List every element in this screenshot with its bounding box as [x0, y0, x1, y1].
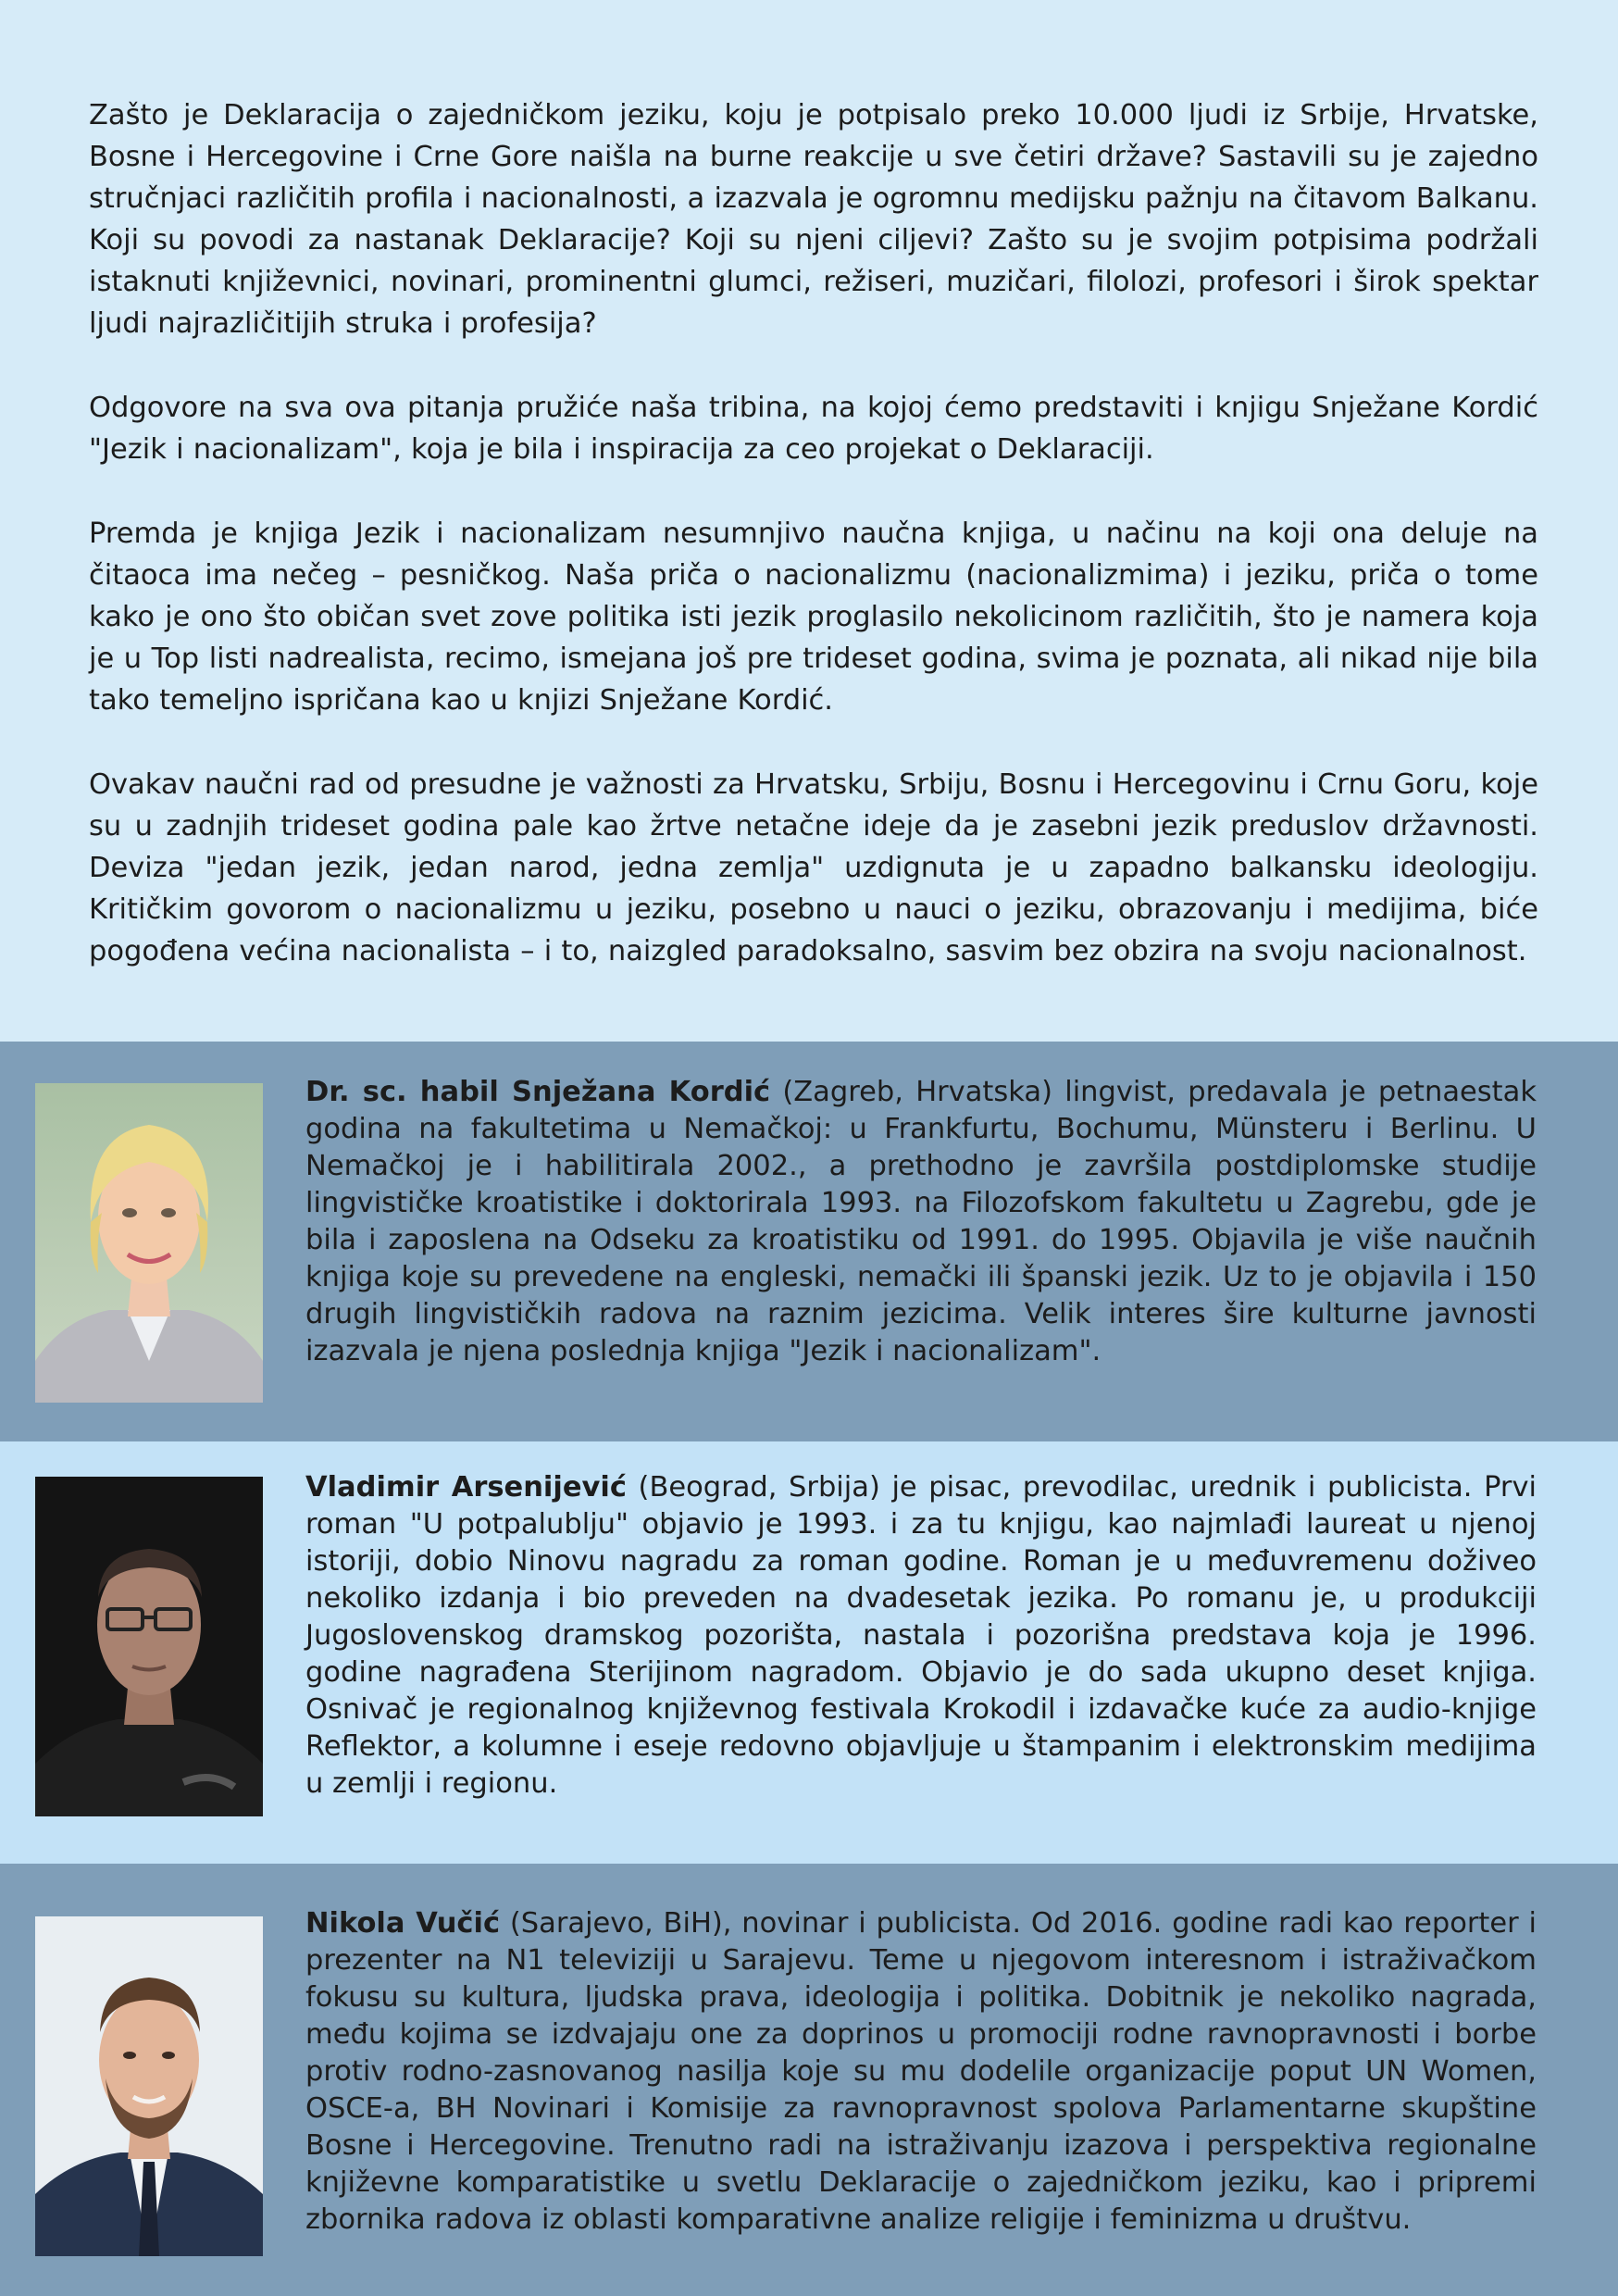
bio-description: (Sarajevo, BiH), novinar i publicista. Od 2016. godine radi kao reporter i prezenter na N1 televiziji u Sarajevu. Teme u njegovom interesnom i istraživačkom fokusu su kultura, ljudska prava, ideologija i politika. Dobitnik je nekoliko nagrada, među kojima se izdvajaju one za doprinos u promociji rodne ravnopravnosti i borbe protiv rodno-zasnovanog nasilja koje su mu dodelile organizacije poput UN Women, OSCE-a, BH Novinari i Komisije za ravnopravnost spolova Parlamentarne skupštine Bosne i Hercegovine. Trenutno radi na istraživanju izazova i perspektiva regionalne književne komparatistike u svetlu Deklaracije o zajedničkom jeziku, kao i pripremi zbornika radova iz oblasti komparativne analize religije i feminizma u društvu. — [305, 1907, 1537, 2236]
intro-paragraph: Ovakav naučni rad od presudne je važnosti za Hrvatsku, Srbiju, Bosnu i Hercegovinu i Crnu Goru, koje su u zadnjih trideset godina pale kao žrtve netačne ideje da je zasebni jezik preduslov državnosti. Deviza "jedan jezik, jedan narod, jedna zemlja" uzdignuta je u zapadno balkansku ideologiju. Kritičkim govorom o nacionalizmu u jeziku, posebno u nauci o jeziku, obrazovanju i medijima, biće pogođena većina nacionalista – i to, naizgled paradoksalno, sasvim bez obzira na svoju nacionalnost. — [89, 768, 1538, 967]
portrait-photo — [35, 1477, 263, 1816]
intro-paragraph: Odgovore na sva ova pitanja pružiće naša tribina, na kojoj ćemo predstaviti i knjigu Snježane Kordić "Jezik i nacionalizam", koja je bila i inspiracija za ceo projekat o Deklaraciji. — [89, 392, 1538, 466]
intro-paragraph: Zašto je Deklaracija o zajedničkom jeziku, koju je potpisalo preko 10.000 ljudi iz Srbije, Hrvatske, Bosne i Hercegovine i Crne Gore naišla na burne reakcije u sve četiri države? Sastavili su je zajedno stručnjaci različitih profila i nacionalnosti, a izazvala je ogromnu medijsku pažnju na čitavom Balkanu. Koji su povodi za nastanak Deklaracije? Koji su njeni ciljevi? Zašto su je svojim potpisima podržali istaknuti književnici, novinari, prominentni glumci, režiseri, muzičari, filolozi, profesori i širok spektar ljudi najrazličitijih struka i profesija? — [89, 99, 1538, 340]
portrait-photo — [35, 1916, 263, 2256]
bio-section-vucic — [0, 1864, 1618, 2296]
bio-text — [305, 1469, 1537, 1803]
bio-name: Vladimir Arsenijević — [305, 1471, 627, 1504]
intro-paragraph: Premda je knjiga Jezik i nacionalizam nesumnjivo naučna knjiga, u načinu na koji ona deluje na čitaoca ima nečeg – pesničkog. Naša priča o nacionalizmu (nacionalizmima) i jeziku, priča o tome kako je ono što običan svet zove politika isti jezik proglasilo nekolicinom različitih, što je namera koja je u Top listi nadrealista, recimo, ismejana još pre trideset godina, svima je poznata, ali nikad nije bila tako temeljno ispričana kao u knjizi Snježane Kordić. — [89, 518, 1538, 717]
bio-name: Nikola Vučić — [305, 1907, 501, 1940]
bio-description: (Zagreb, Hrvatska) lingvist, predavala je petnaestak godina na fakultetima u Nemačkoj: u Frankfurtu, Bochumu, Münsteru i Berlinu. U Nemačkoj je i habilitirala 2002., a prethodno je završila postdiplomske studije lingvističke kroatistike i doktorirala 1993. na Filozofskom fakultetu u Zagrebu, gde je bila i zaposlena na Odseku za kroatistiku od 1991. do 1995. Objavila je više naučnih knjiga koje su prevedene na engleski, nemački ili španski jezik. Uz to je objavila i 150 drugih lingvističkih radova na raznim jezicima. Velik interes šire kulturne javnosti izazvala je njena poslednja knjiga "Jezik i nacionalizam". — [305, 1076, 1537, 1367]
bio-text — [305, 1905, 1537, 2239]
bio-text — [305, 1074, 1537, 1370]
portrait-photo — [35, 1083, 263, 1403]
bio-name: Dr. sc. habil Snježana Kordić — [305, 1076, 771, 1108]
bio-section-arsenijevic — [0, 1441, 1618, 1864]
intro-section — [0, 0, 1618, 1042]
bio-section-kordic — [0, 1042, 1618, 1441]
bio-description: (Beograd, Srbija) je pisac, prevodilac, urednik i publicista. Prvi roman "U potpalublju" objavio je 1993. i za tu knjigu, kao najmlađi laureat u njenoj istoriji, dobio Ninovu nagradu za roman godine. Roman je u međuvremenu doživeo nekoliko izdanja i bio preveden na dvadesetak jezika. Po romanu je, u produkciji Jugoslovenskog dramskog pozorišta, nastala i pozorišna predstava koja je 1996. godine nagrađena Sterijinom nagradom. Objavio je do sada ukupno deset knjiga. Osnivač je regionalnog književnog festivala Krokodil i izdavačke kuće za audio-knjige Reflektor, a kolumne i eseje redovno objavljuje u štampanim i elektronskim medijima u zemlji i regionu. — [305, 1471, 1537, 1800]
